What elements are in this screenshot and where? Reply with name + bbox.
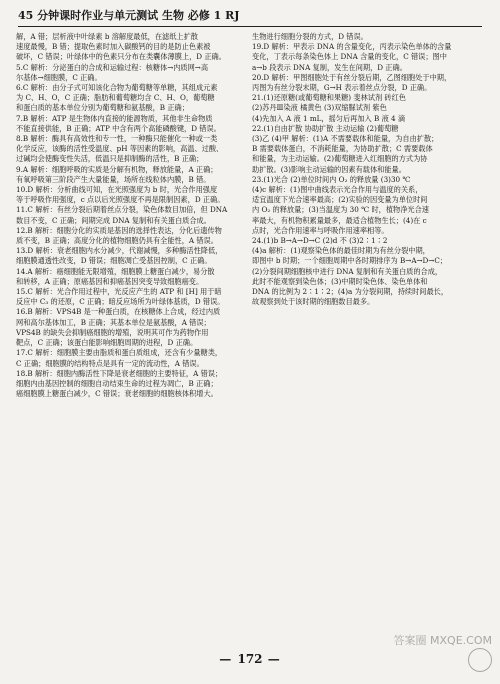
answer-line: 和能量，为主动运输。(2)葡萄糖进入红细胞的方式为协 (252, 154, 428, 164)
answer-line: 此时不能观察到染色体；(3)中期时染色体、染色单体和 (252, 276, 428, 286)
answer-line: 16.B 解析：VPS4B 是一种蛋白质，在核糖体上合成，经过内质 (16, 307, 221, 317)
answer-line: 5.C 解析：分泌蛋白的合成和运输过程：核糖体→内质网→高 (16, 62, 209, 72)
answer-line: VPS4B 的缺失会抑制癌细胞的增殖，说明其可作为药物作用 (16, 327, 209, 337)
footer-dash-right: — (262, 652, 281, 666)
answer-line: 靶点，C 正确；该蛋白能影响细胞周期的进程，D 正确。 (16, 338, 198, 348)
answer-line: 生物进行细胞分裂的方式，D 错误。 (252, 32, 368, 41)
answer-line: 质不变，B 正确；高度分化的植物细胞仍具有全能性，A 错误。 (16, 236, 218, 246)
answer-line: 癌细胞膜上糖蛋白减少，C 错误；衰老细胞的细胞核体积增大。 (16, 389, 218, 399)
answer-line: 适宜温度下光合速率最高；(2)实验的因变量为单位时间 (252, 195, 428, 205)
answer-line: 细胞膜通透性改变，D 错误；细胞凋亡受基因控制，C 正确。 (16, 256, 212, 266)
answer-line: 助扩散。(3)影响主动运输的因素有载体和能量。 (252, 164, 406, 174)
watermark-logo-icon (468, 648, 492, 672)
answer-line: 9.A 解析：细胞呼吸的实质是分解有机物，释放能量，A 正确； (16, 164, 218, 174)
answer-line: 8.B 解析：酶具有高效性和专一性，一种酶只能催化一种或一类 (16, 134, 218, 144)
answer-line: DNA 的比例为 2∶1∶2；(4)a 为分裂间期，持续时间最长， (252, 287, 449, 297)
answer-line: (3)乙 (4)甲 解析：(1)A 不需要载体和能量，为自由扩散； (252, 134, 439, 144)
answer-line: 20.D 解析：甲图细胞处于有丝分裂后期，乙图细胞处于中期， (252, 72, 452, 82)
answer-line: 细胞内由基因控制的细胞自动结束生命的过程为凋亡，B 正确； (16, 378, 218, 388)
answer-line: 化学反应，该酶的活性受温度、pH 等因素的影响，高温、过酸、 (16, 144, 224, 154)
answer-line: 数目不变，C 正确；间期完成 DNA 复制和有关蛋白质合成。 (16, 215, 211, 225)
answer-line: 解，A 错；层析液中叶绿素 b 溶解度最低，在滤纸上扩散 (16, 32, 198, 41)
right-column (252, 32, 480, 644)
answer-line: 点时，光合作用速率与呼吸作用速率相等。 (252, 225, 389, 235)
left-column (16, 32, 244, 644)
answer-line: (4)先加入 A 液 1 mL，摇匀后再加入 B 液 4 滴 (252, 113, 406, 123)
watermark-text: 答案圈 MXQE.COM (393, 634, 492, 647)
answer-line: 7.B 解析：ATP 是生物体内直接的能源物质，其他非生命物质 (16, 113, 213, 123)
answer-line: (4)c 解析：(1)图中曲线表示光合作用与温度的关系， (252, 185, 423, 195)
answer-line: 等于呼吸作用强度，c 点以后光照强度不再是限制因素，D 正确。 (16, 195, 225, 205)
answer-line: (2)分裂间期细胞核中进行 DNA 复制和有关蛋白质的合成， (252, 266, 443, 276)
answer-line: 19.D 解析：甲表示 DNA 的含量变化，丙表示染色单体的含量 (252, 42, 452, 52)
answer-line: 22.(1)自由扩散 协助扩散 主动运输 (2)葡萄糖 (252, 123, 399, 133)
answer-line: 内 O₂ 的释放量；(3)当温度为 30 ℃ 时，植物净光合速 (252, 205, 429, 215)
answer-line: 故观察到处于该时期的细胞数目最多。 (252, 297, 375, 307)
watermark (380, 634, 492, 678)
answer-line: 15.C 解析：光合作用过程中，光反应产生的 ATP 和 [H] 用于暗 (16, 287, 222, 297)
answer-line: 丙图为有丝分裂末期，G→H 表示着丝点分裂，D 正确。 (252, 83, 432, 93)
answer-line: 13.D 解析：衰老细胞内水分减少，代谢减慢，多种酶活性降低， (16, 246, 223, 256)
answer-line: 即图中 b 时期；一个细胞周期中各时期排序为 B→A→D→C； (252, 256, 448, 266)
answer-line: 21.(1)还原糖(或葡萄糖和果糖) 斐林试剂 砖红色 (252, 93, 406, 103)
answer-line: (4)a 解析：(1)观察染色体的最佳时期为有丝分裂中期， (252, 246, 430, 256)
answer-line: C 正确；细胞膜的结构特点是具有一定的流动性，A 错误。 (16, 358, 204, 368)
answer-line: 24.(1)b B→A→D→C (2)d 不 (3)2∶1∶2 (252, 236, 388, 246)
answer-line: 10.D 解析：分析曲线可知，在光照强度为 b 时，光合作用强度 (16, 185, 218, 195)
answer-line: 23.(1)光合 (2)单位时间内 O₂ 的释放量 (3)30 ℃ (252, 174, 411, 184)
answer-line: 尔基体→细胞膜，C 正确。 (16, 72, 102, 82)
answer-line: 有氧呼吸第三阶段产生大量能量，场所在线粒体内膜，B 错。 (16, 174, 211, 184)
answer-line: 过碱均会使酶变性失活，低温只是抑制酶的活性，B 正确； (16, 154, 204, 164)
footer-dash-left: — (219, 652, 238, 666)
page-number: 172 (237, 652, 263, 666)
answer-line: a→b 段表示 DNA 复制，发生在间期，D 正确。 (252, 62, 407, 72)
answer-line: 和转移，A 正确；原癌基因和抑癌基因突变导致细胞癌变。 (16, 276, 204, 286)
answer-line: (2)苏丹Ⅲ染液 橘黄色 (3)双缩脲试剂 紫色 (252, 103, 387, 113)
answer-line: 反应中 C₃ 的还原，C 正确；暗反应场所为叶绿体基质，D 错误。 (16, 297, 225, 307)
answer-line: 不能直接供能，B 正确；ATP 中含有两个高能磷酸键，D 错误。 (16, 123, 221, 133)
answer-line: 6.C 解析：由分子式可知该化合物为葡萄糖等单糖，其组成元素 (16, 83, 218, 93)
answer-line: 破坏，C 错误；叶绿体中的色素只分布在类囊体薄膜上，D 正确。 (16, 52, 226, 62)
answer-line: 为 C、H、O，C 正确；脂肪和葡萄糖均含 C、H、O，葡萄糖 (16, 93, 215, 103)
answer-line: 12.B 解析：细胞分化的实质是基因的选择性表达，分化后遗传物 (16, 225, 222, 235)
answer-line: 11.C 解析：有丝分裂后期着丝点分裂，染色体数目加倍，但 DNA (16, 205, 228, 215)
answer-line: 18.B 解析：细胞内酶活性下降是衰老细胞的主要特征，A 错误； (16, 368, 223, 378)
answer-line: 变化，丁表示每条染色体上 DNA 含量的变化，C 错误；图中 (252, 52, 447, 62)
answer-line: B 需要载体蛋白，不消耗能量，为协助扩散；C 需要载体 (252, 144, 433, 154)
answer-line: 14.A 解析：癌细胞能无限增殖，细胞膜上糖蛋白减少，易分散 (16, 266, 215, 276)
answer-line: 速度最慢，B 错；提取色素时加入碳酸钙的目的是防止色素被 (16, 42, 211, 52)
answer-line: 网和高尔基体加工，B 正确；其基本单位是氨基酸，A 错误； (16, 317, 211, 327)
answer-line: 17.C 解析：细胞膜主要由脂质和蛋白质组成，还含有少量糖类， (16, 348, 223, 358)
answer-line: 率最大，有机物积累量最多，最适合植物生长；(4)在 c (252, 215, 427, 225)
answer-line: 和蛋白质的基本单位分别为葡萄糖和氨基酸，B 正确； (16, 103, 189, 113)
page-header: 45 分钟课时作业与单元测试 生物 必修 1 RJ (18, 6, 482, 27)
